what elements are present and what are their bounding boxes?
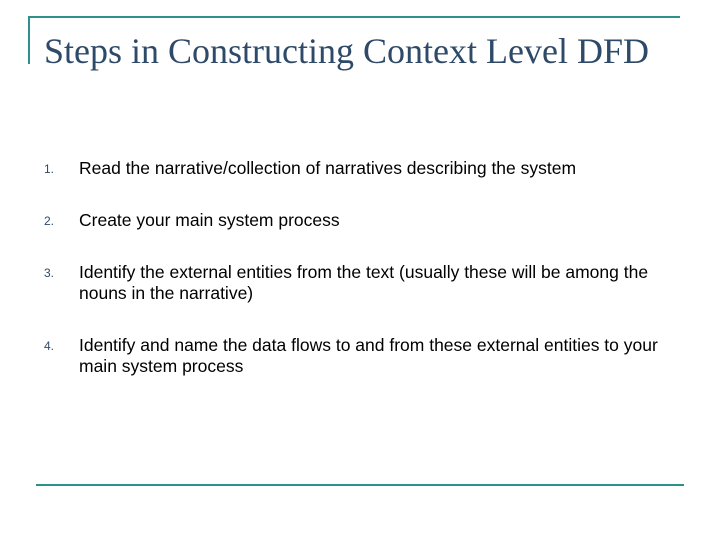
step-text: Create your main system process xyxy=(79,210,340,230)
step-item-4 xyxy=(44,335,684,377)
slide-title: Steps in Constructing Context Level DFD xyxy=(44,31,649,71)
bottom-rule xyxy=(36,484,684,486)
left-rule xyxy=(28,16,30,64)
step-item-3 xyxy=(44,262,684,304)
step-number: 1. xyxy=(44,162,55,176)
step-number: 3. xyxy=(44,266,55,280)
step-number: 2. xyxy=(44,214,55,228)
step-text: Identify the external entities from the text (usually these will be among the nouns in the narrative) xyxy=(79,262,649,303)
step-text: Read the narrative/collection of narratives describing the system xyxy=(79,158,577,178)
step-text: Identify and name the data flows to and from these external entities to your main system process xyxy=(79,335,658,376)
top-rule xyxy=(28,16,680,18)
step-item-1 xyxy=(44,158,684,179)
step-number: 4. xyxy=(44,339,55,353)
steps-list xyxy=(44,158,684,377)
step-item-2 xyxy=(44,210,684,231)
